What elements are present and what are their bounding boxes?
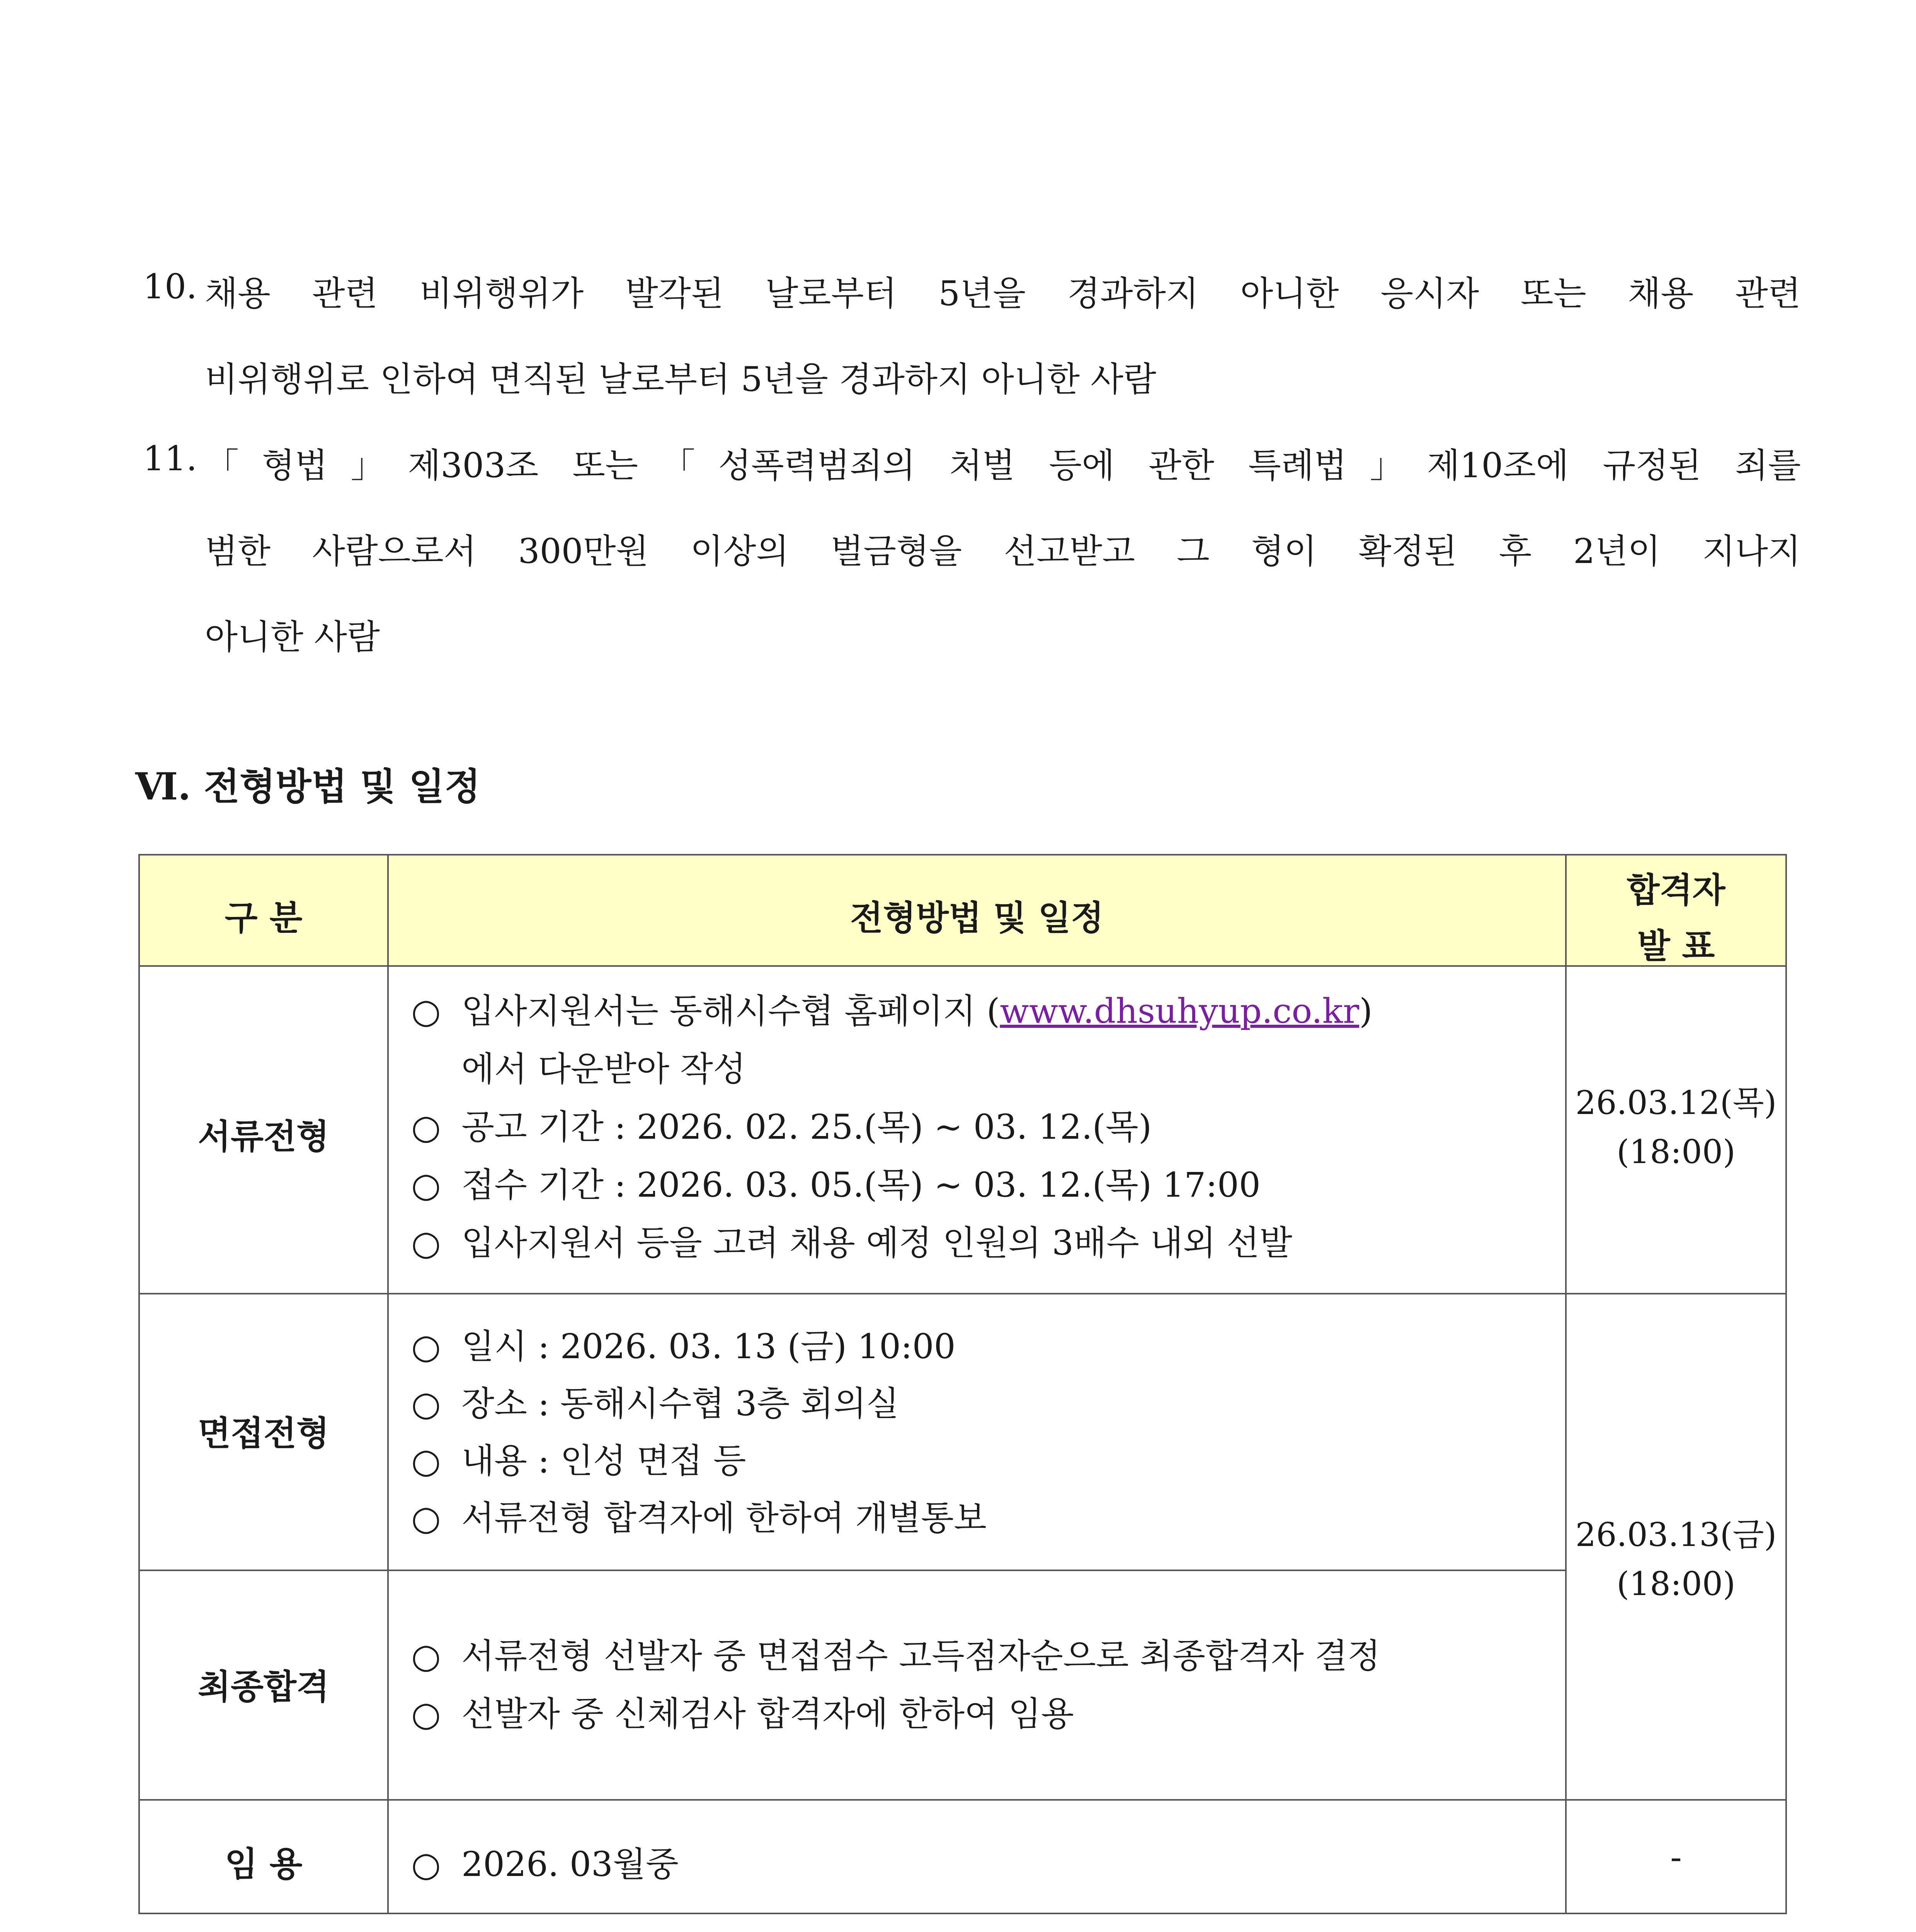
table-header-method: 전형방법 및 일정 — [387, 854, 1567, 967]
table-row-result: 26.03.12(목) (18:00) — [1565, 965, 1787, 1294]
detail-item: ○ 선발자 중 신체검사 합격자에 한하여 임용 — [411, 1694, 1074, 1734]
table-row-category: 임 용 — [138, 1799, 389, 1914]
detail-item: ○ 장소 : 동해시수협 3층 회의실 — [411, 1384, 899, 1423]
detail-item: ○ 접수 기간 : 2026. 03. 05.(목) ~ 03. 12.(목) 17:00 — [411, 1165, 1261, 1205]
list-item-line: 아니한 사람 — [205, 617, 380, 657]
detail-item: ○ 공고 기간 : 2026. 02. 25.(목) ~ 03. 12.(목) — [411, 1107, 1152, 1147]
list-item-line: 범한 사람으로서 300만원 이상의 벌금형을 선고받고 그 형이 확정된 후 2년이 지나지 — [205, 531, 1801, 571]
table-row-details — [387, 1799, 1567, 1914]
table-row-details — [387, 965, 1567, 1294]
detail-item: ○ 일시 : 2026. 03. 13 (금) 10:00 — [411, 1327, 956, 1366]
detail-item: ○ 내용 : 인성 면접 등 — [411, 1441, 746, 1481]
table-row-category: 면접전형 — [138, 1293, 389, 1571]
table-header-result: 합격자 발 표 — [1565, 854, 1787, 967]
list-item-number: 10. — [143, 267, 197, 306]
detail-item: ○ 입사지원서 등을 고려 채용 예정 인원의 3배수 내외 선발 — [411, 1223, 1292, 1263]
table-row-result: - — [1565, 1799, 1787, 1914]
table-row-category: 서류전형 — [138, 965, 389, 1294]
homepage-link[interactable]: www.dhsuhyup.co.kr — [1000, 991, 1360, 1031]
table-header-category: 구 분 — [138, 854, 389, 967]
detail-item: ○ 2026. 03월중 — [411, 1844, 679, 1884]
list-item-line: 채용 관련 비위행위가 발각된 날로부터 5년을 경과하지 아니한 응시자 또는 채용 관련 — [205, 274, 1801, 313]
table-row-details — [387, 1293, 1567, 1571]
list-item-number: 11. — [143, 439, 197, 478]
section-heading-schedule: Ⅵ. 전형방법 및 일정 — [135, 765, 481, 808]
detail-item: 에서 다운받아 작성 — [461, 1049, 746, 1089]
table-row-result: 26.03.13(금) (18:00) — [1565, 1293, 1787, 1801]
schedule-table — [138, 854, 1787, 1914]
list-item-line: 「형법」제303조 또는「성폭력범죄의 처벌 등에 관한 특례법」제10조에 규정된 죄를 — [205, 446, 1801, 485]
list-item-line: 비위행위로 인하여 면직된 날로부터 5년을 경과하지 아니한 사람 — [205, 359, 1157, 399]
detail-item: ○ 입사지원서는 동해시수협 홈페이지 (www.dhsuhyup.co.kr) — [411, 991, 1373, 1031]
table-row-details — [387, 1570, 1567, 1801]
table-row-category: 최종합격 — [138, 1570, 389, 1801]
detail-item: ○ 서류전형 합격자에 한하여 개별통보 — [411, 1498, 987, 1538]
detail-item: ○ 서류전형 선발자 중 면접점수 고득점자순으로 최종합격자 결정 — [411, 1636, 1381, 1676]
